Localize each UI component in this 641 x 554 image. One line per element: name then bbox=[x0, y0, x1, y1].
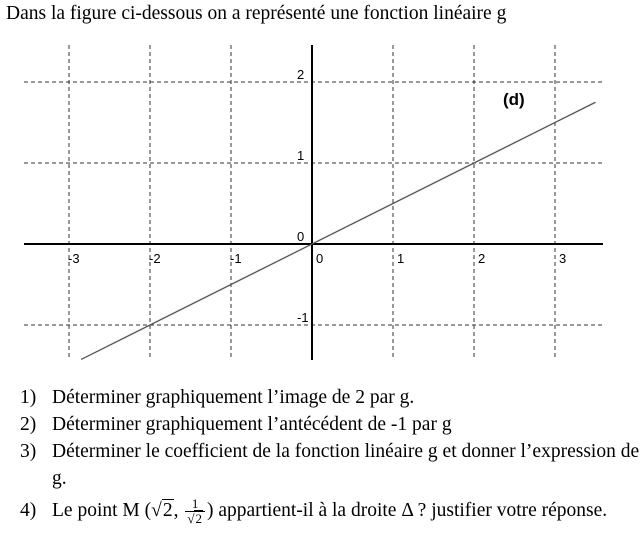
function-line-d bbox=[81, 102, 595, 359]
y-tick-label: -1 bbox=[297, 310, 309, 325]
question-2: 2) Déterminer graphiquement l’antécédent de -1 par g bbox=[20, 414, 452, 435]
question-4: 4) Le point M (√2, $\frac{1}{√2}$ ) appartient-il à la droite Δ ? justifier votre réponse. bbox=[20, 496, 608, 527]
x-tick-label: -1 bbox=[230, 251, 242, 266]
question-list bbox=[20, 384, 641, 526]
sqrt-expression: √2 bbox=[151, 500, 173, 521]
y-tick-label: 0 bbox=[297, 229, 305, 244]
tick-labels bbox=[68, 67, 566, 325]
x-tick-label: 1 bbox=[397, 251, 405, 266]
question-3: 3) Déterminer le coefficient de la fonction linéaire g et donner l’expression de g. bbox=[20, 441, 640, 489]
x-tick-label: 0 bbox=[316, 251, 324, 266]
x-tick-label: 3 bbox=[559, 251, 567, 266]
intro-text: Dans la figure ci-dessous on a représenté une fonction linéaire g bbox=[6, 3, 507, 24]
line-label-d: (d) bbox=[503, 90, 525, 109]
question-1: 1) Déterminer graphiquement l’image de 2 par g. bbox=[20, 387, 415, 408]
y-tick-label: 1 bbox=[297, 148, 305, 163]
x-tick-label: 2 bbox=[478, 251, 486, 266]
fraction: $\frac{1}{√2}$ bbox=[185, 497, 205, 526]
function-lines bbox=[81, 102, 595, 359]
x-tick-label: -3 bbox=[68, 251, 80, 266]
y-tick-label: 2 bbox=[297, 67, 305, 82]
x-tick-label: -2 bbox=[149, 251, 161, 266]
